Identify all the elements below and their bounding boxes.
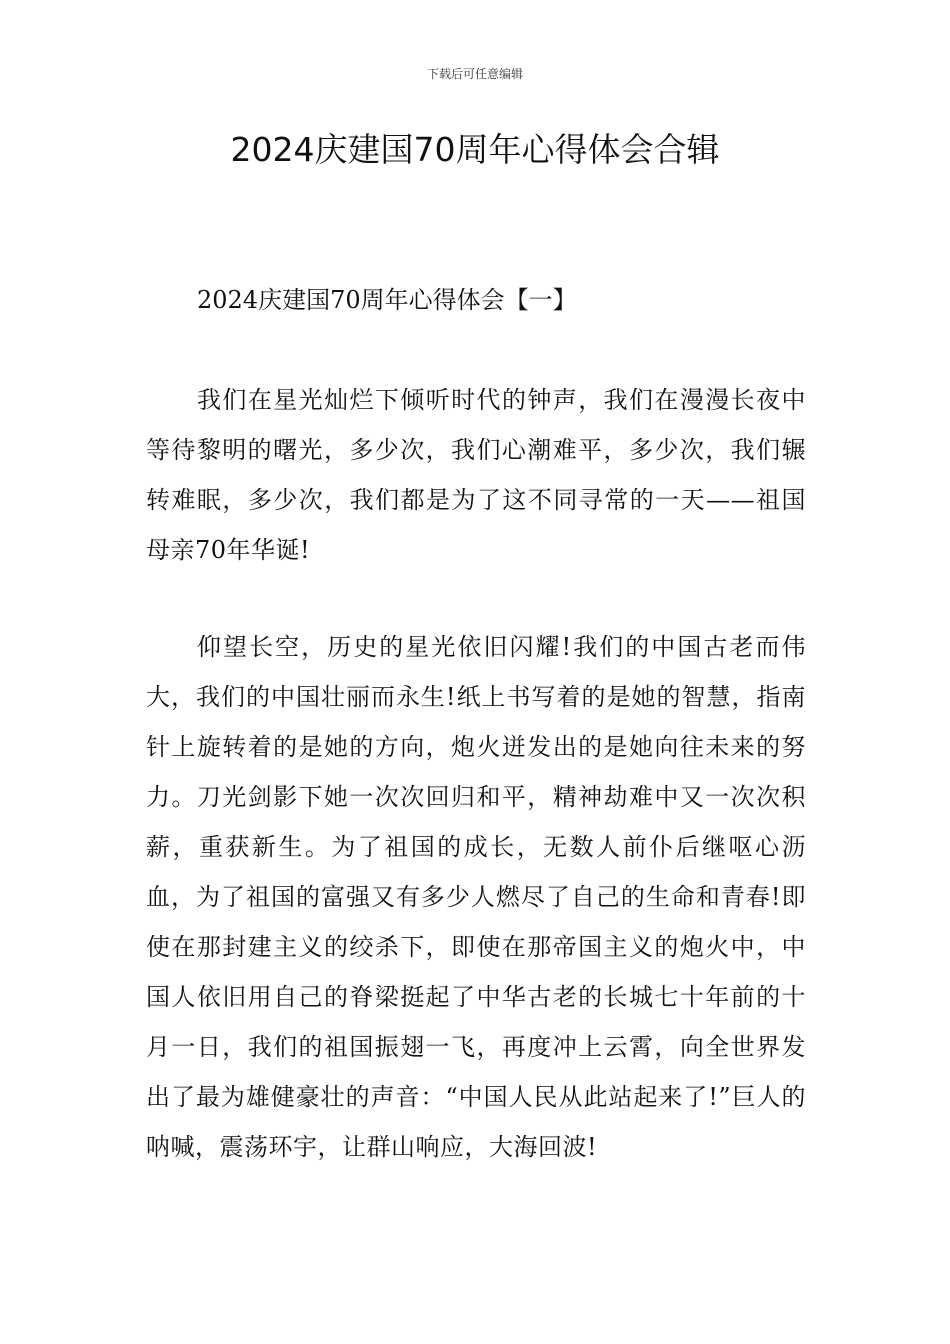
section-heading: 2024庆建国70周年心得体会【一】 <box>197 286 577 314</box>
header-note: 下载后可任意编辑 <box>426 67 523 81</box>
document-title: 2024庆建国70周年心得体会合辑 <box>230 130 720 169</box>
body-paragraph: 仰望长空，历史的星光依旧闪耀!我们的中国古老而伟大，我们的中国壮丽而永生!纸上书写着的是她的智慧，指南针上旋转着的是她的方向，炮火迸发出的是她向往未来的努力。刀光剑影下她一次次回归和平，精神劫难中又一次次积薪，重获新生。为了祖国的成长，无数人前仆后继呕心沥血，为了祖国的富强又有多少人燃尽了自己的生命和青春!即使在那封建主义的绞杀下，即使在那帝国主义的炮火中，中国人依旧用自己的脊梁挺起了中华古老的长城七十年前的十月一日，我们的祖国振翅一飞，再度冲上云霄，向全世界发出了最为雄健豪壮的声音：“中国人民从此站起来了!”巨人的呐喊，震荡环宇，让群山响应，大海回波! <box>146 633 806 1161</box>
body-paragraph: 我们在星光灿烂下倾听时代的钟声，我们在漫漫长夜中等待黎明的曙光，多少次，我们心潮难平，多少次，我们辗转难眠，多少次，我们都是为了这不同寻常的一天——祖国母亲70年华诞! <box>146 386 806 564</box>
